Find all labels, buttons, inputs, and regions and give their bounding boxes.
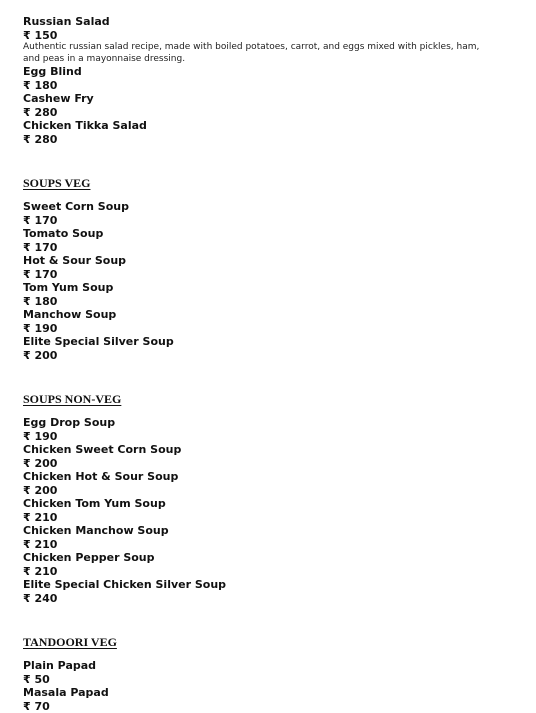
item-price: ₹ 280 <box>23 106 513 120</box>
item-name: Tomato Soup <box>23 227 513 241</box>
item-price: ₹ 210 <box>23 565 513 579</box>
item-name: Plain Papad <box>23 659 513 673</box>
item-price: ₹ 200 <box>23 484 513 498</box>
item-name: Tom Yum Soup <box>23 281 513 295</box>
item-name: Chicken Sweet Corn Soup <box>23 443 513 457</box>
item-name: Chicken Pepper Soup <box>23 551 513 565</box>
menu-document <box>23 15 513 713</box>
menu-item <box>23 65 513 92</box>
item-price: ₹ 180 <box>23 295 513 309</box>
item-name: Chicken Tikka Salad <box>23 119 513 133</box>
item-price: ₹ 150 <box>23 29 513 43</box>
item-name: Chicken Hot & Sour Soup <box>23 470 513 484</box>
menu-item <box>23 659 513 686</box>
item-name: Egg Drop Soup <box>23 416 513 430</box>
item-name: Sweet Corn Soup <box>23 200 513 214</box>
section-title: SOUPS VEG <box>23 176 513 190</box>
item-price: ₹ 190 <box>23 322 513 336</box>
item-price: ₹ 240 <box>23 592 513 606</box>
item-price: ₹ 210 <box>23 511 513 525</box>
menu-item <box>23 254 513 281</box>
item-price: ₹ 50 <box>23 673 513 687</box>
menu-section <box>23 176 513 362</box>
item-name: Cashew Fry <box>23 92 513 106</box>
menu-item <box>23 308 513 335</box>
item-name: Chicken Tom Yum Soup <box>23 497 513 511</box>
item-name: Russian Salad <box>23 15 513 29</box>
menu-item <box>23 443 513 470</box>
menu-item <box>23 551 513 578</box>
item-price: ₹ 280 <box>23 133 513 147</box>
item-price: ₹ 170 <box>23 241 513 255</box>
item-price: ₹ 70 <box>23 700 513 713</box>
menu-item <box>23 15 513 65</box>
menu-section <box>23 392 513 605</box>
item-price: ₹ 210 <box>23 538 513 552</box>
menu-item <box>23 416 513 443</box>
item-name: Egg Blind <box>23 65 513 79</box>
menu-item <box>23 200 513 227</box>
menu-section <box>23 15 513 146</box>
item-price: ₹ 200 <box>23 349 513 363</box>
menu-item <box>23 281 513 308</box>
section-title: TANDOORI VEG <box>23 635 513 649</box>
item-price: ₹ 200 <box>23 457 513 471</box>
menu-item <box>23 227 513 254</box>
item-price: ₹ 180 <box>23 79 513 93</box>
menu-item <box>23 92 513 119</box>
section-title: SOUPS NON-VEG <box>23 392 513 406</box>
item-name: Masala Papad <box>23 686 513 700</box>
menu-item <box>23 497 513 524</box>
menu-item <box>23 119 513 146</box>
item-name: Chicken Manchow Soup <box>23 524 513 538</box>
menu-item <box>23 470 513 497</box>
menu-item <box>23 524 513 551</box>
item-price: ₹ 170 <box>23 268 513 282</box>
menu-item <box>23 335 513 362</box>
item-name: Elite Special Silver Soup <box>23 335 513 349</box>
item-description: Authentic russian salad recipe, made with boiled potatoes, carrot, and eggs mixed with pickles, ham, and peas in a mayonnaise dressing. <box>23 42 493 65</box>
item-name: Manchow Soup <box>23 308 513 322</box>
item-name: Hot & Sour Soup <box>23 254 513 268</box>
item-name: Elite Special Chicken Silver Soup <box>23 578 513 592</box>
item-price: ₹ 170 <box>23 214 513 228</box>
menu-item <box>23 578 513 605</box>
menu-section <box>23 635 513 713</box>
item-price: ₹ 190 <box>23 430 513 444</box>
